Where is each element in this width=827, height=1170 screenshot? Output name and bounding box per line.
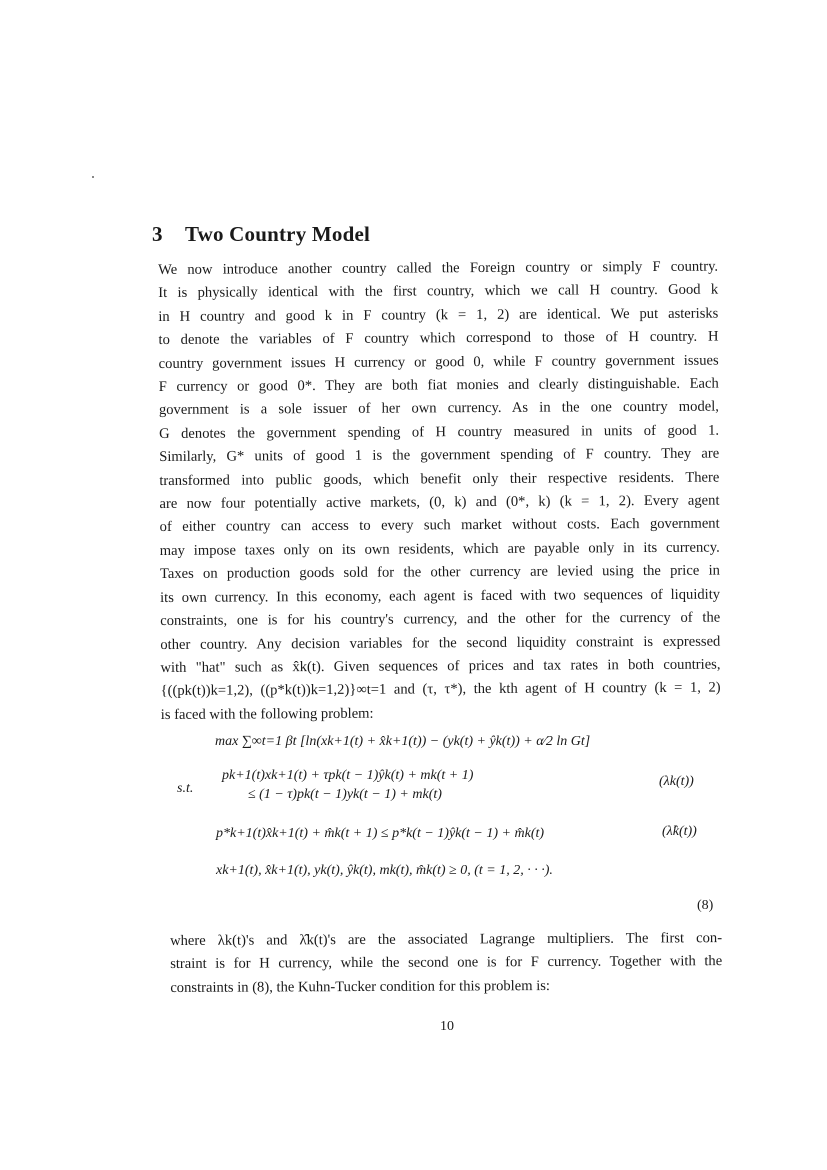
text-line: with "hat" such as x̂k(t). Given sequences of prices and tax rates in both countries, [160, 656, 721, 676]
paragraph-conditions [170, 927, 722, 1000]
text-line: government is a sole issuer of her own currency. As in the one country model, [158, 399, 719, 419]
text-line: Similarly, G* units of good 1 is the government spending of F country. They are [159, 445, 720, 466]
text-line: Taxes on production goods sold for the other currency are levied using the price in [159, 562, 720, 583]
text-line: other country. Any decision variables for the second liquidity constraint is expressed [160, 633, 721, 653]
text-line: is faced with the following problem: [160, 705, 374, 723]
nonnegativity-constraint: xk+1(t), x̂k+1(t), yk(t), ŷk(t), mk(t), m̂k(t) ≥ 0, (t = 1, 2, · · ·). [216, 863, 553, 878]
subject-to-label: s.t. [177, 781, 194, 796]
text-line: {((pk(t))k=1,2), ((p*k(t))k=1,2)}∞t=1 and (τ, τ*), the kth agent of H country (k = 1, 2) [160, 679, 721, 700]
text-line: constraints, one is for his country's currency, and the other for the currency of the [160, 609, 721, 630]
multiplier-1: (λk(t)) [659, 774, 694, 789]
text-line: We now introduce another country called the Foreign country or simply F country. [158, 258, 719, 278]
text-line: of either country can access to every such market without costs. Each government [159, 516, 720, 536]
paragraph-intro [158, 256, 721, 728]
objective-equation: max ∑∞t=1 βt [ln(xk+1(t) + x̂k+1(t)) − (yk(t) + ŷk(t)) + α⁄2 ln Gt] [215, 734, 591, 749]
page-number: 10 [440, 1019, 454, 1034]
constraint-2: p*k+1(t)x̂k+1(t) + m̂k(t + 1) ≤ p*k(t − 1)ŷk(t − 1) + m̂k(t) [216, 826, 545, 841]
text-line: in H country and good k in F country (k = 1, 2) are identical. We put asterisks [158, 305, 719, 325]
scan-speck [92, 176, 94, 178]
section-number: 3 [152, 222, 163, 246]
text-line: are now four potentially active markets, (0, k) and (0*, k) (k = 1, 2). Every agent [159, 492, 720, 513]
multiplier-2: (λ̂k(t)) [662, 824, 697, 839]
text-line: may impose taxes only on its own residents, which are payable only in its currency. [159, 539, 720, 559]
section-title: Two Country Model [185, 222, 371, 246]
text-line: transformed into public goods, which benefit only their respective residents. There [159, 469, 720, 489]
text-line: to denote the variables of F country which correspond to those of H country. H [158, 328, 719, 349]
text-line: straint is for H currency, while the second one is for F currency. Together with the [170, 953, 723, 973]
constraint-1-line-2: ≤ (1 − τ)pk(t − 1)yk(t − 1) + mk(t) [248, 787, 442, 802]
section-heading [152, 222, 370, 247]
text-line: country government issues H currency or good 0, while F country government issues [158, 352, 719, 372]
text-line: F currency or good 0*. They are both fiat monies and clearly distinguishable. Each [158, 375, 719, 396]
equation-number: (8) [697, 898, 714, 913]
text-line: its own currency. In this economy, each agent is faced with two sequences of liquidity [160, 586, 721, 606]
text-line: It is physically identical with the first country, which we call H country. Good k [158, 281, 719, 302]
text-line: G denotes the government spending of H country measured in units of good 1. [159, 422, 720, 442]
text-line: where λk(t)'s and λ̂k(t)'s are the associated Lagrange multipliers. The first con- [170, 930, 723, 949]
constraint-1-line-1: pk+1(t)xk+1(t) + τpk(t − 1)ŷk(t) + mk(t + 1) [222, 768, 474, 783]
text-line: constraints in (8), the Kuhn-Tucker condition for this problem is: [170, 977, 551, 996]
